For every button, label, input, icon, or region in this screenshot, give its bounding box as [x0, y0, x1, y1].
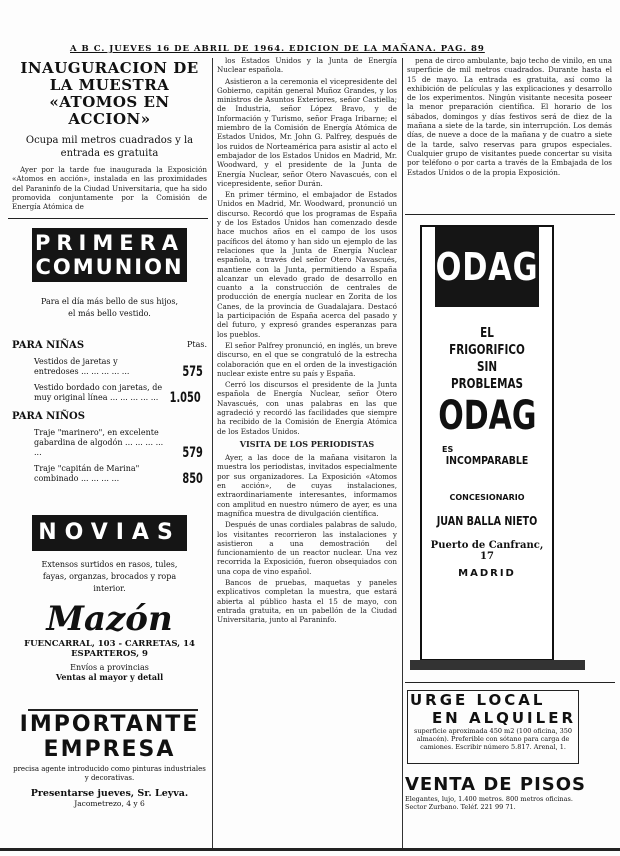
- ad-importante-empresa: [12, 712, 207, 808]
- subheading: VISITA DE LOS PERIODISTAS: [239, 438, 375, 449]
- ad-base-band: [410, 660, 585, 670]
- item-price: 575: [182, 364, 203, 380]
- price-item: [12, 357, 207, 380]
- item-desc: Traje "marinero", en excelente gabardina de algodón ... ... ... ... ...: [34, 428, 164, 457]
- dealer-name: JUAN BALLA NIETO: [436, 514, 538, 528]
- ad-text: Ventas al mayor y detall: [55, 672, 164, 682]
- ad-text: superficie aproximada 450 m2 (100 oficina, 350 almacén). Preferible con sótano para carga de camiones. Escribir número 5.817. Arenal, 1.: [414, 727, 572, 751]
- ad-contact: Presentarse jueves, Sr. Leyva.: [30, 788, 189, 799]
- price-item: [12, 383, 207, 406]
- ad-text: precisa agente introducido como pinturas industriales y decorativas.: [13, 765, 206, 782]
- divider: [28, 709, 198, 711]
- ad-slogan: ES: [442, 445, 454, 454]
- ad-address: Puerto de Canfranc, 17: [430, 540, 544, 562]
- paragraph: pena de circo ambulante, bajo techo de vinilo, en una superficie de mil metros cuadrados. Durante hasta el 15 de mayo. La entrada es gratuita, así como la exhibición de películas y las explicaciones y desarrollo de los experimentos. Ningún visitante necesita poseer la menor preparación científica. El horario de los sábados, domingos y días festivos será de diez de la mañana a siete de la tarde, sin interrupción. Los demás días, de nueve a doce de la mañana y de cuatro a siete de la tarde, salvo reservas para grupos especiales. Cualquier grupo de visitantes puede concertar su visita por teléfono o por carta a través de la Embajada de los Estados Unidos o de la propia Exposición.: [407, 56, 612, 177]
- paragraph: Cerró los discursos el presidente de la Junta española de Energía Nuclear, señor Otero Navascués, con unas palabras en las que agradeció y recordó las facilidades que siempre ha recibido de la Comisión de Energía Atómica de los Estados Unidos.: [217, 380, 397, 436]
- ad-address: Jacometrezo, 4 y 6: [74, 799, 145, 808]
- ad-banner: [32, 228, 187, 282]
- item-desc: Traje "capitán de Marina" combinado ... ... ... ...: [34, 464, 140, 483]
- price-item: [12, 428, 207, 461]
- paragraph: En primer término, el embajador de Estados Unidos en Madrid, Mr. Woodward, pronunció un discurso. Recordó que los programas de España y de los Estados Unidos han comenzado desde hace muchos años en el campo de los usos pacíficos del átomo y han sido un ejemplo de las relaciones que la Junta de Energía Nuclear española, a través del señor Otero Navascués, mantiene con la Junta, permitiendo a España alcanzar un elevado grado de desarrollo en cuanto a la construcción de centrales de producción de energía nuclear en Zorita de los Canes, de la provincia de Guadalajara. Destacó la participación de España acerca del pasado y del futuro, y expresó grandes esperanzas para los pueblos.: [217, 190, 397, 339]
- ad-slogan: FRIGORIFICO: [449, 343, 525, 358]
- brand-logo: ODAG: [435, 227, 539, 307]
- ad-banner: NOVIAS: [32, 515, 187, 551]
- ad-title: URGE LOCAL: [410, 691, 546, 709]
- divider: [405, 214, 615, 215]
- ad-tagline: Para el día más bello de sus hijos, el más bello vestido.: [40, 297, 179, 318]
- ad-address: MADRID: [458, 568, 516, 579]
- paragraph: Ayer por la tarde fue inaugurada la Exposición «Atomos en acción», instalada en las proximidades del Paraninfo de la Ciudad Universitaria, que ha sido promovida conjuntamente por la Comisión de Energía Atómica de: [12, 165, 207, 212]
- brand-logo: ODAG: [438, 393, 537, 439]
- article-subtitle: Ocupa mil metros cuadrados y la entrada es gratuita: [25, 135, 194, 159]
- brand-logo: Mazón: [46, 599, 173, 639]
- paragraph: Asistieron a la ceremonia el vicepresidente del Gobierno, capitán general Muñoz Grandes, y los ministros de Asuntos Exteriores, señor Castiella; de Industria, señor López Bravo, y de Información y Turismo, señor Fraga Iribarne; el miembro de la Comisión de Energía Atómica de Estados Unidos, Mr. John G. Palfrey, después de los ruidos de Norteamérica para asistir al acto el embajador de los Estados Unidos en Madrid, Mr. Woodward, y el presidente de la Junta de Energía Nuclear, señor Otero Navascués, con el vicepresidente, señor Durán.: [217, 76, 397, 188]
- ad-address: ESPARTEROS, 9: [71, 649, 148, 659]
- section-label: PARA NIÑOS: [12, 411, 85, 422]
- article-continuation: [407, 56, 612, 216]
- article-continuation: [217, 56, 397, 841]
- article-headline: INAUGURACION DE LA MUESTRA «ATOMOS EN ACCION»: [20, 59, 199, 128]
- article-lead: [12, 165, 207, 211]
- article-atomos: [12, 60, 207, 213]
- item-price: 850: [182, 471, 203, 487]
- ad-address: FUENCARRAL, 103 - CARRETAS, 14: [24, 639, 195, 649]
- item-desc: Vestido bordado con jaretas, de muy original línea ... ... ... ... ...: [34, 383, 163, 402]
- section-label: PARA NIÑAS: [12, 340, 85, 351]
- ad-slogan: SIN: [476, 360, 498, 375]
- ad-title: PRIMERA: [34, 231, 185, 255]
- ad-slogan: INCOMPARABLE: [445, 454, 529, 467]
- divider: [8, 218, 208, 219]
- ad-odag: [420, 225, 554, 661]
- column-rule: [402, 58, 403, 848]
- item-desc: Vestidos de jaretas y entredoses ... ... ... ... ...: [34, 357, 130, 376]
- price-unit: Ptas.: [186, 340, 207, 349]
- paragraph: El señor Palfrey pronunció, en inglés, un breve discurso, en el que se congratuló de la estrecha colaboración que en el orden de la investigación nuclear existe entre su país y España.: [217, 340, 397, 378]
- ad-text: Elegantes, lujo, 1.400 metros. 800 metros oficinas. Sector Zurbano. Teléf. 221 99 71.: [405, 795, 573, 811]
- paragraph: Ayer, a las doce de la mañana visitaron la muestra los periodistas, invitados especialmente por sus organizadores. La Exposición «Atomos en acción», de cuyas instalaciones, extraordinariamente interesantes, informamos con amplitud en nuestro número de ayer, es una magnífica muestra de divulgación científica.: [217, 453, 397, 518]
- paragraph: los Estados Unidos y la Junta de Energía Nuclear española.: [217, 56, 397, 75]
- ad-text: Envíos a provincias: [70, 663, 149, 672]
- ad-text: Extensos surtidos en rasos, tules, fayas, organzas, brocados y ropa interior.: [41, 560, 178, 593]
- item-price: 579: [182, 445, 203, 461]
- ad-title: EN ALQUILER: [431, 709, 576, 727]
- ad-slogan: EL: [480, 326, 494, 341]
- ad-title: COMUNION: [35, 255, 184, 279]
- masthead: A B C. JUEVES 16 DE ABRIL DE 1964. EDICION DE LA MAÑANA. PAG. 89: [70, 44, 485, 54]
- ad-venta-pisos: [405, 774, 585, 811]
- ad-urge-local: [407, 690, 579, 764]
- column-rule: [212, 58, 213, 848]
- ad-novias: [12, 515, 207, 682]
- divider: [405, 682, 615, 683]
- ad-title: IMPORTANTE: [19, 712, 200, 737]
- dealer-label: CONCESIONARIO: [449, 493, 525, 502]
- item-price: 1.050: [169, 390, 201, 406]
- paragraph: Después de unas cordiales palabras de saludo, los visitantes recorrieron las instalaciones y asistieron a una demostración del funcionamiento de un reactor nuclear. Una vez recorrida la Exposición, fueron obsequiados con una copa de vino español.: [217, 520, 397, 576]
- ad-primera-comunion: [12, 228, 207, 490]
- ad-slogan: PROBLEMAS: [450, 377, 524, 392]
- price-item: [12, 464, 207, 487]
- ad-title: EMPRESA: [43, 737, 176, 762]
- ad-title: VENTA DE PISOS: [405, 774, 586, 795]
- page-bottom-rule: [0, 848, 620, 851]
- paragraph: Bancos de pruebas, maquetas y paneles explicativos completan la muestra, que estará abierta al público hasta el 15 de mayo, con entrada gratuita, en un pabellón de la Ciudad Universitaria, junto al Paraninfo.: [217, 578, 397, 625]
